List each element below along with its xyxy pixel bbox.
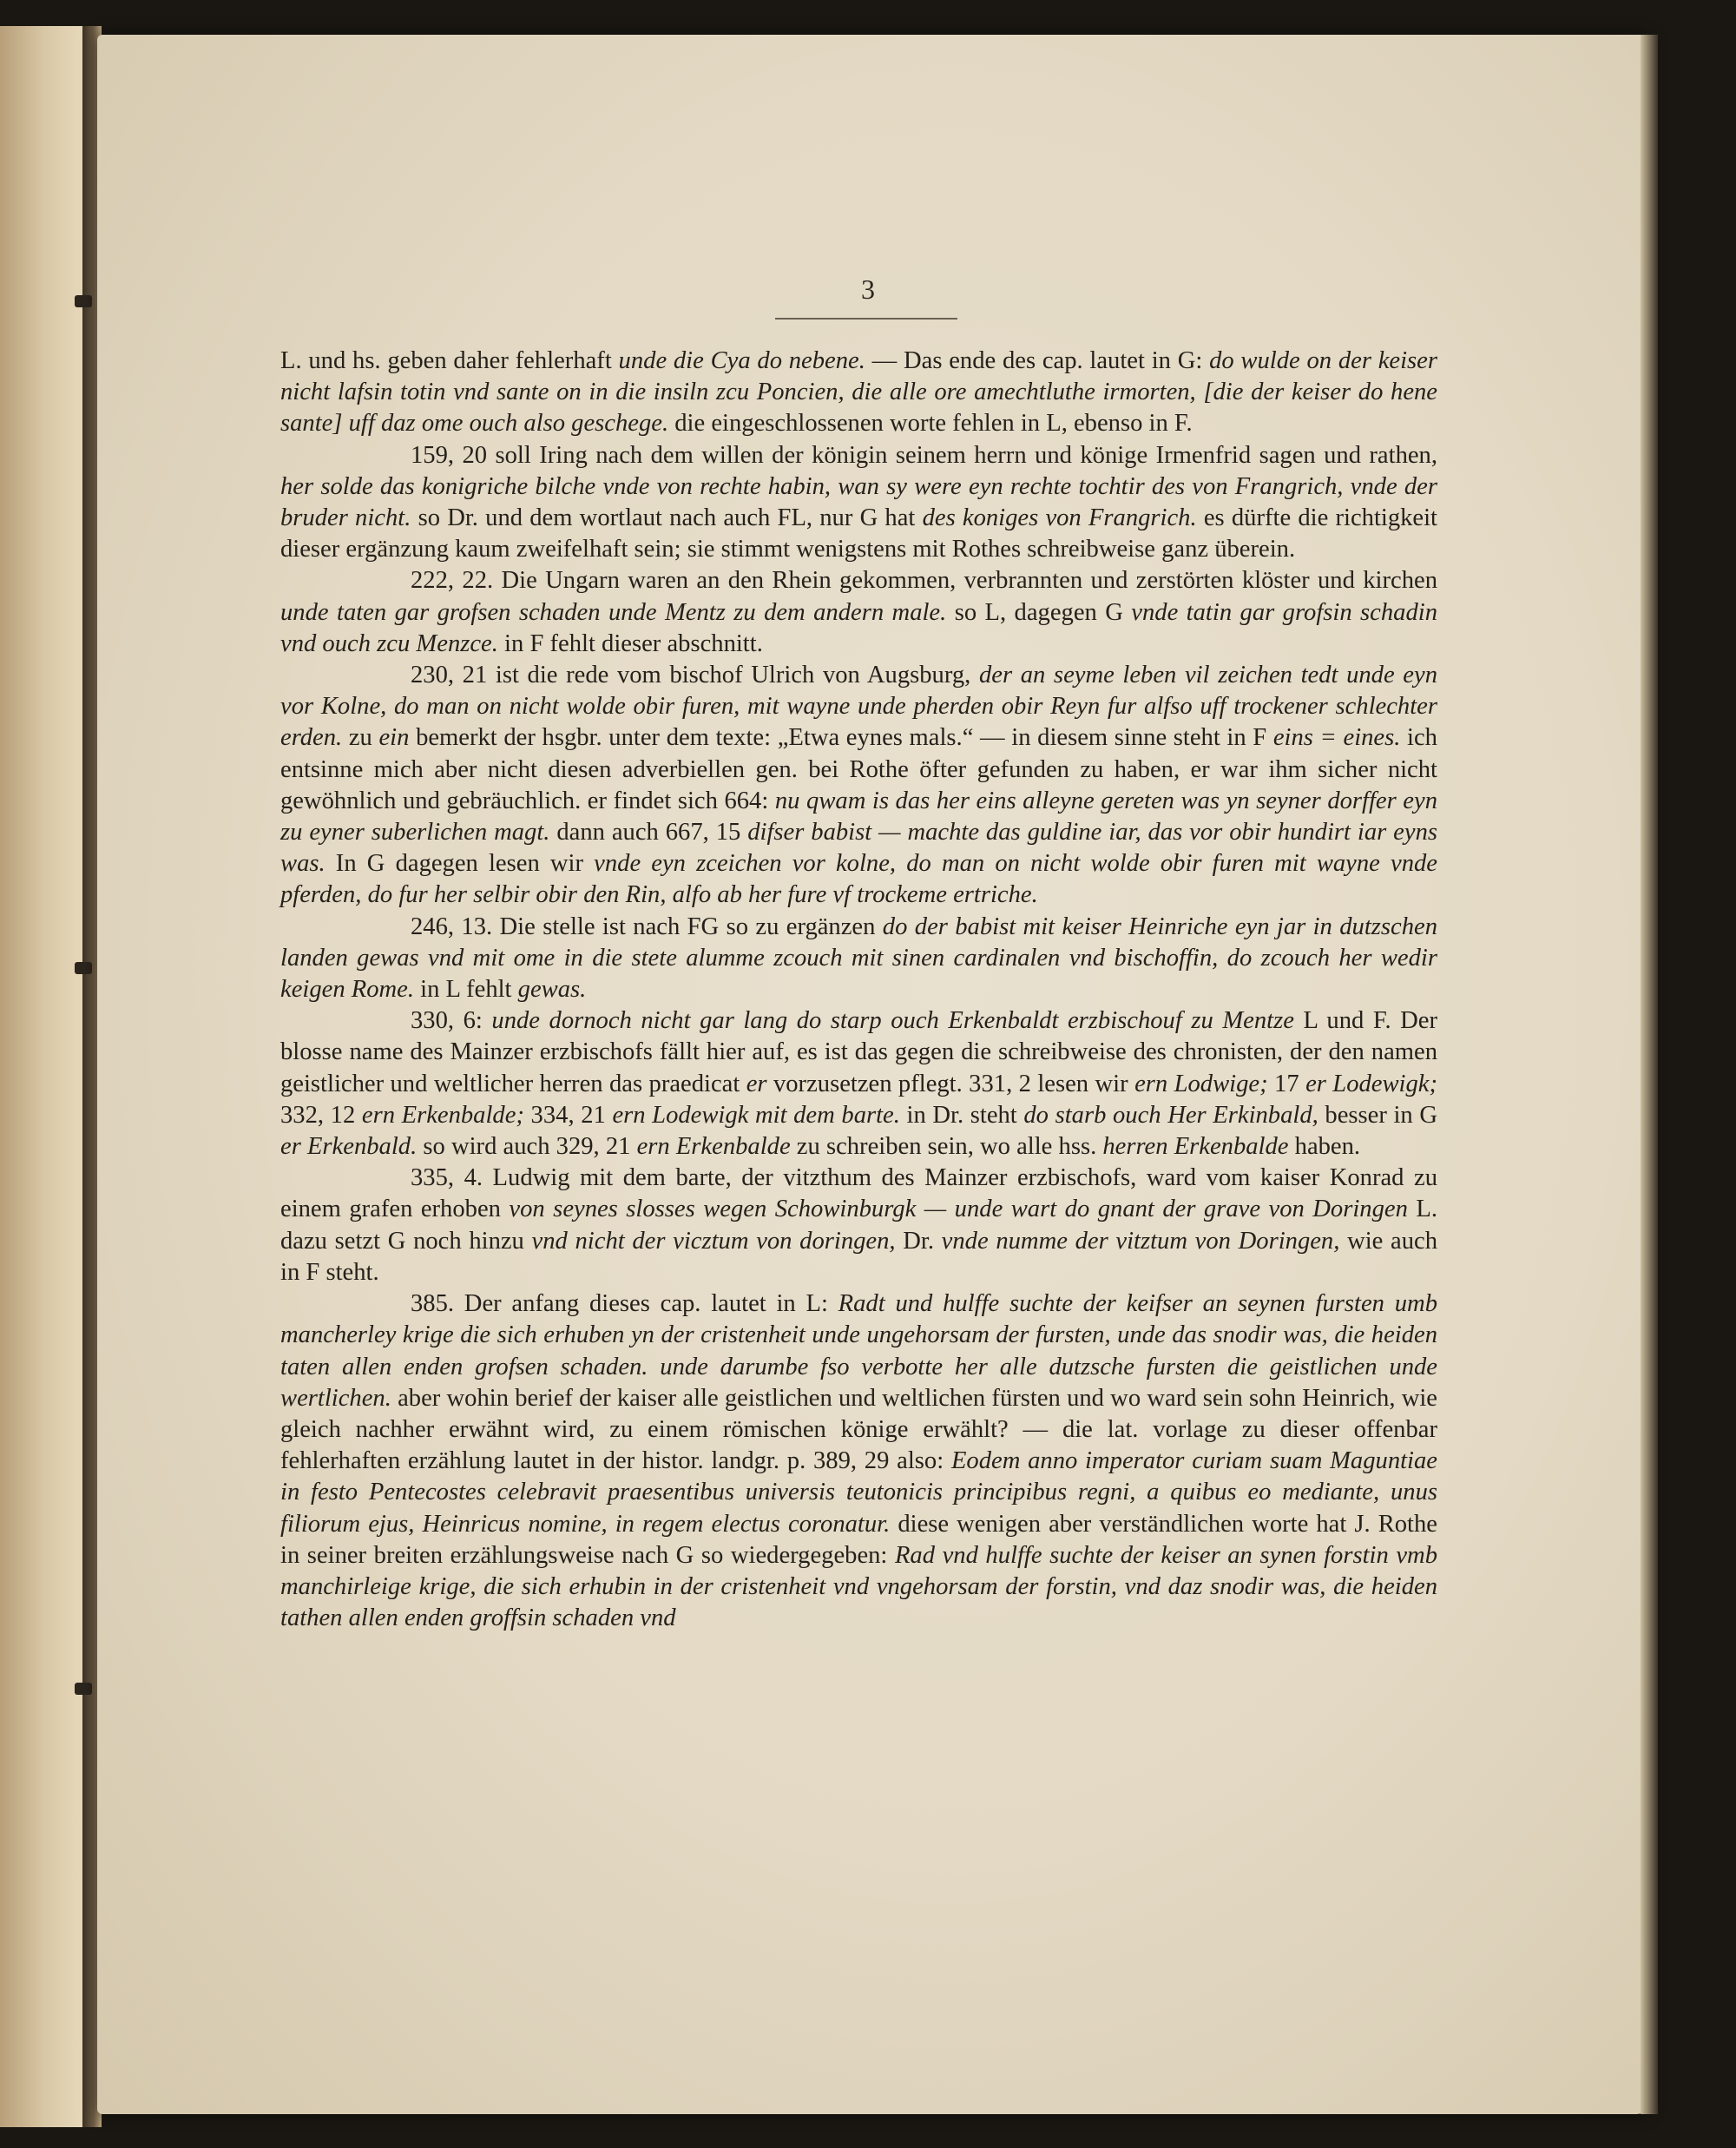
text-run: vorzusetzen pflegt. 331, 2 lesen wir xyxy=(766,1070,1135,1097)
paragraph xyxy=(280,1163,1437,1288)
text-run: in L fehlt xyxy=(414,976,518,1004)
text-run: wie auch in F steht. xyxy=(280,1227,1438,1286)
italic-quote: er Erkenbald. xyxy=(280,1133,418,1161)
paragraph xyxy=(280,912,1437,1006)
italic-quote: des koniges von Frangrich. xyxy=(922,504,1197,532)
text-run: Dr. xyxy=(895,1227,942,1255)
previous-page-edge xyxy=(0,26,84,2127)
italic-quote: gewas. xyxy=(517,976,587,1004)
text-run: 222, 22. Die Ungarn waren an den Rhein gekommen, verbrannten und zerstörten klöster und kirchen xyxy=(411,567,1437,595)
italic-quote: ern Erkenbalde; xyxy=(361,1101,524,1129)
italic-quote: ern Lodwige; xyxy=(1134,1070,1268,1097)
body-text xyxy=(280,346,1437,1634)
italic-quote: difser babist — machte das guldine iar, das vor obir hundirt iar eyns was. xyxy=(280,819,1437,878)
text-run: 159, 20 soll Iring nach dem willen der königin seinem herrn und könige Irmenfrid sagen und rathen, xyxy=(411,441,1437,469)
text-run: — Das ende des cap. lautet in G: xyxy=(865,347,1210,374)
italic-quote: unde dornoch nicht gar lang do starp ouch Erkenbaldt erzbischouf zu Mentze xyxy=(491,1007,1294,1035)
text-run: 385. Der anfang dieses cap. lautet in L: xyxy=(411,1290,838,1318)
italic-quote: do der babist mit keiser Heinriche eyn jar in dutzschen landen gewas vnd mit ome in die stete alumme zcouch mit sinen cardinalen vnd bischoffin, do zcouch her wedir keigen Rome. xyxy=(280,913,1438,1004)
italic-quote: her solde das konigriche bilche vnde von rechte habin, wan sy were eyn rechte tochtir des von Frangrich, vnde der bruder nicht. xyxy=(280,472,1437,532)
italic-quote: er xyxy=(746,1070,767,1097)
paragraph xyxy=(280,1005,1437,1163)
text-run: diese wenigen aber verständlichen worte hat J. Rothe in seiner breiten erzählungsweise nach G so wiedergegeben: xyxy=(280,1510,1437,1569)
binding-tab-marker xyxy=(75,295,92,307)
italic-quote: do starb ouch Her Erkinbald, xyxy=(1023,1101,1318,1129)
text-run: es dürfte die richtigkeit dieser ergänzung kaum zweifelhaft sein; sie stimmt wenigstens mit Rothes schreibweise ganz überein. xyxy=(280,504,1438,563)
paragraph xyxy=(280,346,1437,440)
text-run: 17 xyxy=(1267,1070,1306,1097)
text-run: zu schreiben sein, wo alle hss. xyxy=(790,1133,1103,1161)
text-run: zu xyxy=(342,724,379,752)
header-rule xyxy=(775,318,957,320)
text-run: dann auch 667, 15 xyxy=(549,819,748,847)
text-run: so Dr. und dem wortlaut nach auch FL, nur G hat xyxy=(411,504,923,532)
text-run: 334, 21 xyxy=(523,1101,613,1129)
paragraph xyxy=(280,565,1437,660)
text-run: 230, 21 ist die rede vom bischof Ulrich von Augsburg, xyxy=(411,662,979,689)
italic-quote: Radt und hulffe suchte der keifser an seynen fursten umb mancherley krige die sich erhuben yn der cristenheit unde ungehorsam der fursten, unde das snodir was, die heiden taten allen enden grofsen schaden. unde darumbe fso verbotte her alle dutzsche fursten die geistlichen unde wertlichen. xyxy=(280,1290,1437,1412)
text-run: In G dagegen lesen wir xyxy=(325,850,595,878)
text-run: L und F. Der blosse name des Mainzer erzbischofs fällt hier auf, es ist das gegen die schreibweise des chronisten, der den namen geistlicher und weltlicher herren das praedicat xyxy=(280,1007,1438,1097)
text-run: in Dr. steht xyxy=(899,1101,1024,1129)
text-run: 332, 12 xyxy=(280,1101,362,1129)
binding-tab-marker xyxy=(75,962,92,974)
text-run: bemerkt der hsgbr. unter dem texte: „Etwa eynes mals.“ — in diesem sinne steht in F xyxy=(409,724,1273,752)
italic-quote: vnde numme der vitztum von Doringen, xyxy=(941,1227,1340,1255)
italic-quote: er Lodewigk; xyxy=(1305,1070,1438,1097)
italic-quote: vnd nicht der vicztum von doringen, xyxy=(531,1227,896,1255)
italic-quote: nu qwam is das her eins alleyne gereten was yn seyner dorffer eyn zu eyner suberlichen magt. xyxy=(280,787,1437,847)
italic-quote: vnde tatin gar grofsin schadin vnd ouch zcu Menzce. xyxy=(280,598,1437,657)
text-run: so L, dagegen G xyxy=(946,598,1132,626)
text-run: die eingeschlossenen worte fehlen in L, ebenso in F. xyxy=(668,410,1193,438)
italic-quote: do wulde on der keiser nicht lafsin totin vnd sante on in die insiln zcu Poncien, die alle ore amechtluthe irmorten, [die der keiser do hene sante] uff daz ome ouch also geschege. xyxy=(280,347,1437,438)
paragraph xyxy=(280,1288,1437,1634)
italic-quote: Rad vnd hulffe suchte der keiser an synen forstin vmb manchirleige krige, die sich erhubin in der cristenheit vnd vngehorsam der forstin, vnd daz snodir was, die heiden tathen allen enden groffsin schaden vnd xyxy=(280,1541,1437,1632)
text-run: so wird auch 329, 21 xyxy=(417,1133,637,1161)
text-run: in F fehlt dieser abschnitt. xyxy=(497,629,763,657)
text-run: haben. xyxy=(1288,1133,1361,1161)
text-run: aber wohin berief der kaiser alle geistlichen und weltlichen fürsten und wo ward sein sohn Heinrich, wie gleich nachher erwähnt wird, zu einem römischen könige erwählt? — die lat. vorlage zu dieser offenbar fehlerhaften erzählung lautet in der histor. landgr. p. 389, 29 also: xyxy=(280,1384,1437,1475)
text-run: 335, 4. Ludwig mit dem barte, der vitzthum des Mainzer erzbischofs, ward vom kaiser Konrad zu einem grafen erhoben xyxy=(280,1164,1437,1223)
page-number: 3 xyxy=(861,273,875,305)
italic-quote: unde taten gar grofsen schaden unde Mentz zu dem andern male. xyxy=(280,598,947,626)
page-right-edge xyxy=(1641,35,1658,2114)
text-run: 330, 6: xyxy=(411,1007,492,1035)
italic-quote: unde die Cya do nebene. xyxy=(618,347,865,374)
italic-quote: ein xyxy=(378,724,410,752)
italic-quote: der an seyme leben vil zeichen tedt unde eyn vor Kolne, do man on nicht wolde obir furen, mit wayne unde pherden obir Reyn fur alfso uff trockener schlechter erden. xyxy=(280,662,1437,752)
paragraph xyxy=(280,440,1437,566)
italic-quote: eins = eines. xyxy=(1272,724,1401,752)
italic-quote: vnde eyn zceichen vor kolne, do man on nicht wolde obir furen mit wayne vnde pferden, do fur her selbir obir den Rin, alfo ab her fure vf trockeme ertriche. xyxy=(280,850,1437,909)
text-run: L. dazu setzt G noch hinzu xyxy=(280,1196,1437,1255)
binding-tab-marker xyxy=(75,1683,92,1695)
paragraph xyxy=(280,660,1437,912)
text-run: 246, 13. Die stelle ist nach FG so zu ergänzen xyxy=(411,913,883,940)
text-run: besser in G xyxy=(1318,1101,1437,1129)
italic-quote: ern Erkenbalde xyxy=(636,1133,791,1161)
text-run: ich entsinne mich aber nicht diesen adverbiellen gen. bei Rothe öfter gefunden zu haben, er war ihm sicher nicht gewöhnlich und gebräuchlich. er findet sich 664: xyxy=(280,724,1437,814)
italic-quote: von seynes slosses wegen Schowinburgk — unde wart do gnant der grave von Doringen xyxy=(509,1196,1408,1223)
text-run: L. und hs. geben daher fehlerhaft xyxy=(280,347,619,374)
italic-quote: ern Lodewigk mit dem barte. xyxy=(612,1101,900,1129)
italic-quote: herren Erkenbalde xyxy=(1102,1133,1289,1161)
italic-quote: Eodem anno imperator curiam suam Maguntiae in festo Pentecostes celebravit praesentibus universis teutonicis principibus regni, a quibus eo mediante, unus filiorum ejus, Heinricus nomine, in regem electus coronatur. xyxy=(280,1447,1437,1538)
